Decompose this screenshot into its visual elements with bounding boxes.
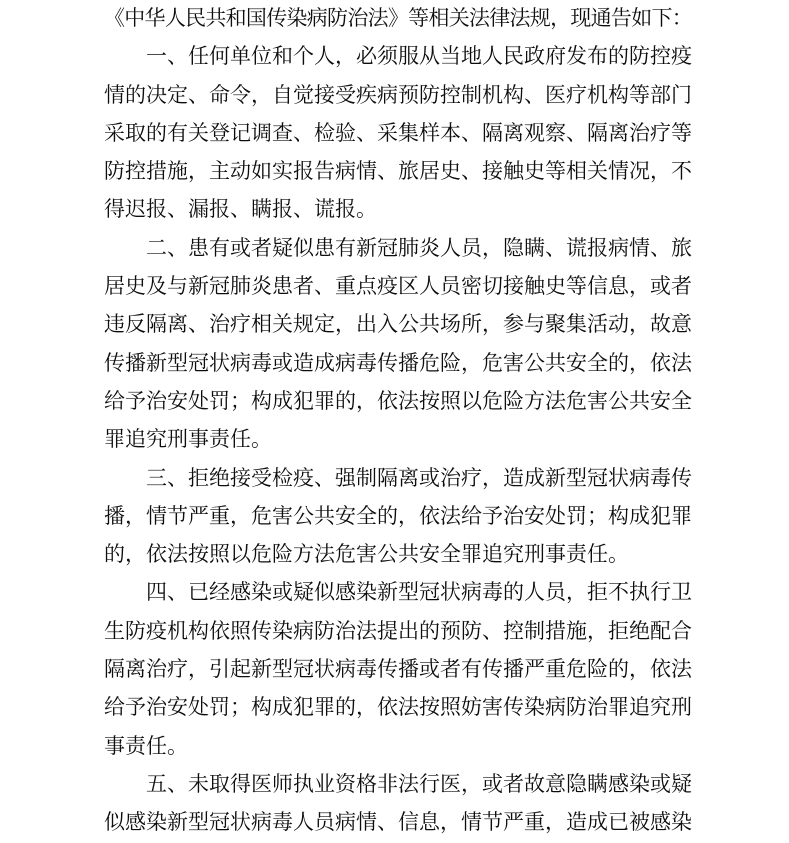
paragraph-4: [104, 573, 692, 764]
paragraph-2-line-6: 罪追究刑事责任。: [104, 427, 272, 452]
paragraph-2: [104, 229, 692, 459]
paragraph-2-line-5: 给予治安处罚；构成犯罪的，依法按照以危险方法危害公共安全: [104, 388, 692, 413]
paragraph-1-line-2: 情的决定、命令，自觉接受疾病预防控制机构、医疗机构等部门: [104, 82, 692, 107]
paragraph-1-line-5: 得迟报、漏报、瞒报、谎报。: [104, 197, 377, 222]
paragraph-1-line-1: 一、任何单位和个人，必须服从当地人民政府发布的防控疫: [146, 44, 692, 69]
paragraph-2-line-3: 违反隔离、治疗相关规定，出入公共场所，参与聚集活动，故意: [104, 312, 692, 337]
paragraph-2-line-4: 传播新型冠状病毒或造成病毒传播危险，危害公共安全的，依法: [104, 350, 692, 375]
intro-line: 《中华人民共和国传染病防治法》等相关法律法规，现通告如下：: [104, 6, 692, 30]
paragraph-5-line-1: 五、未取得医师执业资格非法行医，或者故意隐瞒感染或疑: [146, 771, 692, 796]
paragraph-1-line-4: 防控措施，主动如实报告病情、旅居史、接触史等相关情况，不: [104, 159, 692, 184]
paragraph-4-line-5: 事责任。: [104, 733, 188, 758]
paragraph-4-line-1: 四、已经感染或疑似感染新型冠状病毒的人员，拒不执行卫: [146, 580, 692, 605]
paragraph-2-line-1: 二、患有或者疑似患有新冠肺炎人员，隐瞒、谎报病情、旅: [146, 235, 692, 260]
paragraph-5-line-2: 似感染新型冠状病毒人员病情、信息，情节严重，造成已被感染: [104, 810, 692, 835]
paragraph-4-line-4: 给予治安处罚；构成犯罪的，依法按照妨害传染病防治罪追究刑: [104, 695, 692, 720]
paragraph-5: [104, 765, 692, 842]
document-page: [104, 0, 692, 842]
paragraph-1-line-3: 采取的有关登记调查、检验、采集样本、隔离观察、隔离治疗等: [104, 120, 692, 145]
paragraph-4-line-3: 隔离治疗，引起新型冠状病毒传播或者有传播严重危险的，依法: [104, 657, 692, 682]
paragraph-3-line-1: 三、拒绝接受检疫、强制隔离或治疗，造成新型冠状病毒传: [146, 465, 692, 490]
paragraph-3-line-2: 播，情节严重，危害公共安全的，依法给予治安处罚；构成犯罪: [104, 503, 692, 528]
paragraph-2-line-2: 居史及与新冠肺炎患者、重点疫区人员密切接触史等信息，或者: [104, 274, 692, 299]
paragraph-3-line-3: 的，依法按照以危险方法危害公共安全罪追究刑事责任。: [104, 542, 629, 567]
paragraph-4-line-2: 生防疫机构依照传染病防治法提出的预防、控制措施，拒绝配合: [104, 618, 692, 643]
paragraph-1: [104, 37, 692, 228]
paragraph-3: [104, 459, 692, 574]
